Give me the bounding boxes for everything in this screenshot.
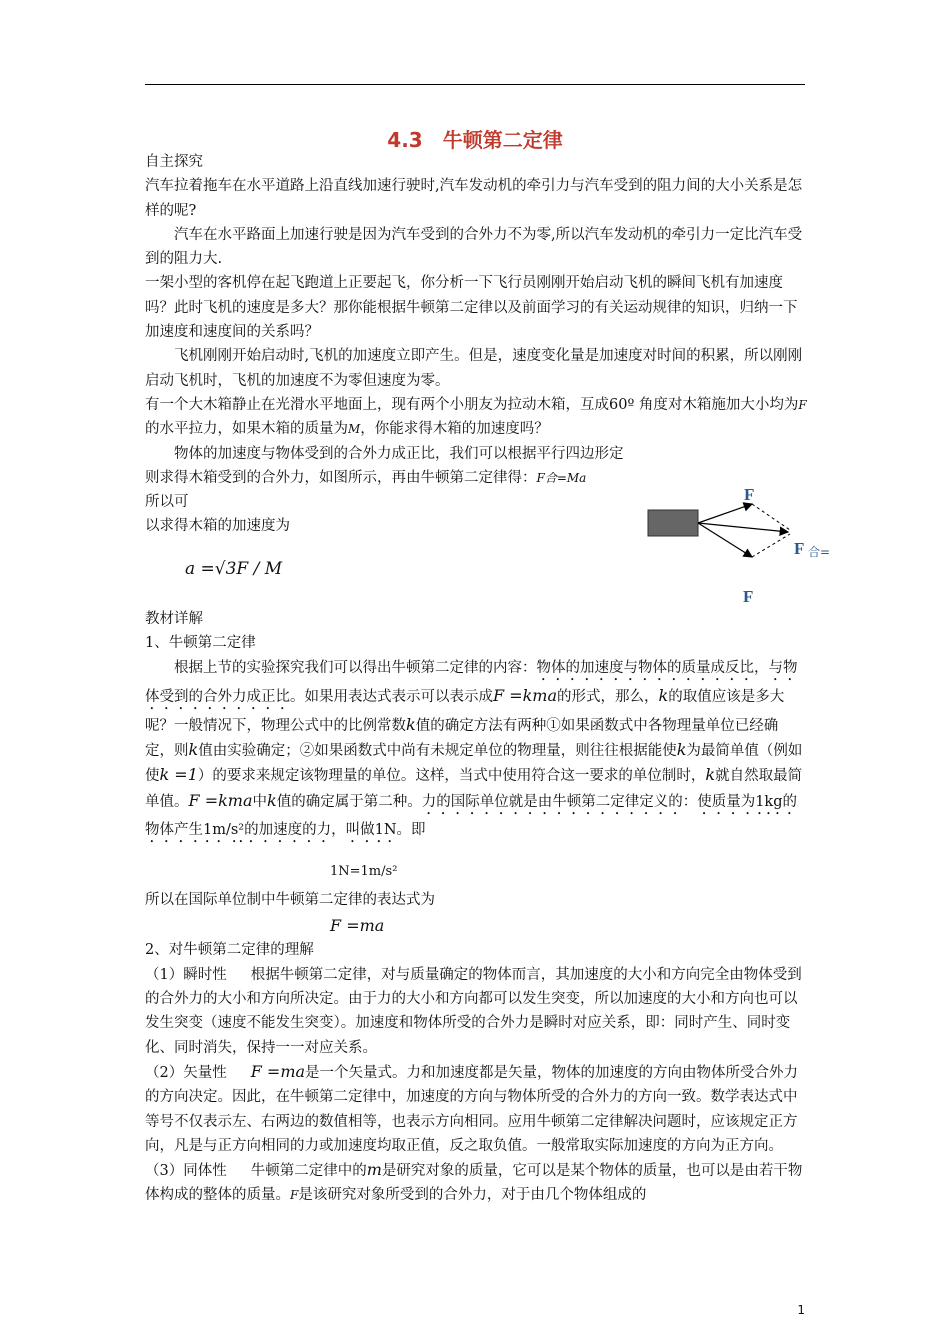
question-paragraph: 有一个大木箱静止在光滑水平地面上，现有两个小朋友为拉动木箱，互成60º 角度对木箱施加大小均为F的水平拉力，如果木箱的质量为M，你能求得木箱的加速度吗？ [145, 396, 807, 438]
resultant-arrow [698, 523, 788, 532]
acceleration-formula: a =√3F / M [185, 558, 283, 579]
text-line: 所以在国际单位制中牛顿第二定律的表达式为 [145, 891, 435, 908]
answer-paragraph: 汽车在水平路面上加速行驶是因为汽车受到的合外力不为零,所以汽车发动机的牵引力一定比汽车受到的阻力大. [145, 226, 803, 268]
question-paragraph: 一架小型的客机停在起飞跑道上正要起飞，你分析一下飞行员刚刚开始启动飞机的瞬间飞机有加速度吗？此时飞机的速度是多大？那你能根据牛顿第二定律以及前面学习的有关运动规律的知识，归纳一下加速度和速度间的关系吗？ [145, 275, 798, 341]
point-paragraph: （1）瞬时性 根据牛顿第二定律，对与质量确定的物体而言，其加速度的大小和方向完全由物体受到的合外力的大小和方向所决定。由于力的大小和方向都可以发生突变，所以加速度的大小和方向也可以发生突变（速度不能发生突变）。加速度和物体所受的合外力是瞬时对应关系，即：同时产生、同时变化、同时消失，保持一一对应关系。 [145, 966, 802, 1056]
unit-equation: 1N=1m/s² [330, 863, 398, 879]
subsection-heading: 2、对牛顿第二定律的理解 [145, 942, 314, 959]
section-heading: 教材详解 [145, 611, 203, 628]
box-rect [648, 510, 698, 536]
force-arrow-top [698, 504, 752, 523]
header-rule [145, 84, 805, 85]
answer-paragraph: 以求得木箱的加速度为 [145, 518, 290, 535]
dashed-line [752, 504, 790, 530]
resultant-label: F [794, 539, 805, 558]
answer-paragraph: 飞机刚刚开始启动时,飞机的加速度立即产生。但是，速度变化量是加速度对时间的积累，所以刚刚启动飞机时，飞机的加速度不为零但速度为零。 [145, 348, 803, 389]
page-title: 4.3 牛顿第二定律 [387, 128, 563, 152]
force-diagram [640, 482, 840, 612]
point-paragraph: （3）同体性 牛顿第二定律中的m是研究对象的质量，它可以是某个物体的质量，也可以是由若干物体构成的整体的质量。F是该研究对象所受到的合外力，对于由几个物体组成的 [145, 1160, 803, 1204]
section-heading: 自主探究 [145, 154, 203, 170]
body-text [145, 150, 807, 1208]
force-label-bottom: F [743, 587, 754, 606]
point-paragraph: （2）矢量性 F =ma是一个矢量式。力和加速度都是矢量，物体的加速度的方向由物体所受合外力的方向决定。因此，在牛顿第二定律中，加速度的方向与物体所受的合外力的方向一致。数学表达式中等号不仅表示左、右两边的数值相等，也表示方向相同。应用牛顿第二定律解决问题时，应该规定正方向，凡是与正方向相同的力或加速度均取正值，反之取负值。一般常取实际加速度的方向为正方向。 [145, 1061, 799, 1154]
answer-paragraph: 物体的加速度与物体受到的合外力成正比，我们可以根据平行四边形定则求得木箱受到的合外力，如图所示，再由牛顿第二定律得：F合=Ma所以可 [145, 445, 624, 511]
force-label-top: F [744, 485, 755, 504]
subsection-heading: 1、牛顿第二定律 [145, 635, 256, 652]
resultant-sub-label: 合= [808, 545, 831, 559]
law-paragraph: 根据上节的实验探究我们可以得出牛顿第二定律的内容：物体的加速度与物体的质量成反比，与物体受到的合外力成正比。如果用表达式表示可以表示成F =kma的形式，那么，k的取值应该是多大呢？一般情况下，物理公式中的比例常数k值的确定方法有两种①如果函数式中各物理量单位已经确定，则k值由实验确定；②如果函数式中尚有未规定单位的物理量，则往往根据能使k为最简单值（例如使k =1）的要求来规定该物理量的单位。这样，当式中使用符合这一要求的单位制时，k就自然取最简单值。F =kma中k值的确定属于第二种。力的国际单位就是由牛顿第二定律定义的：使质量为1kg的物体产生1m/s²的加速度的力，叫做1N。即 [145, 659, 803, 838]
dashed-line [752, 534, 790, 557]
main-equation: F =ma [330, 916, 385, 936]
question-paragraph: 汽车拉着拖车在水平道路上沿直线加速行驶时,汽车发动机的牵引力与汽车受到的阻力间的大小关系是怎样的呢? [145, 178, 803, 219]
page-number: 1 [797, 1303, 805, 1317]
